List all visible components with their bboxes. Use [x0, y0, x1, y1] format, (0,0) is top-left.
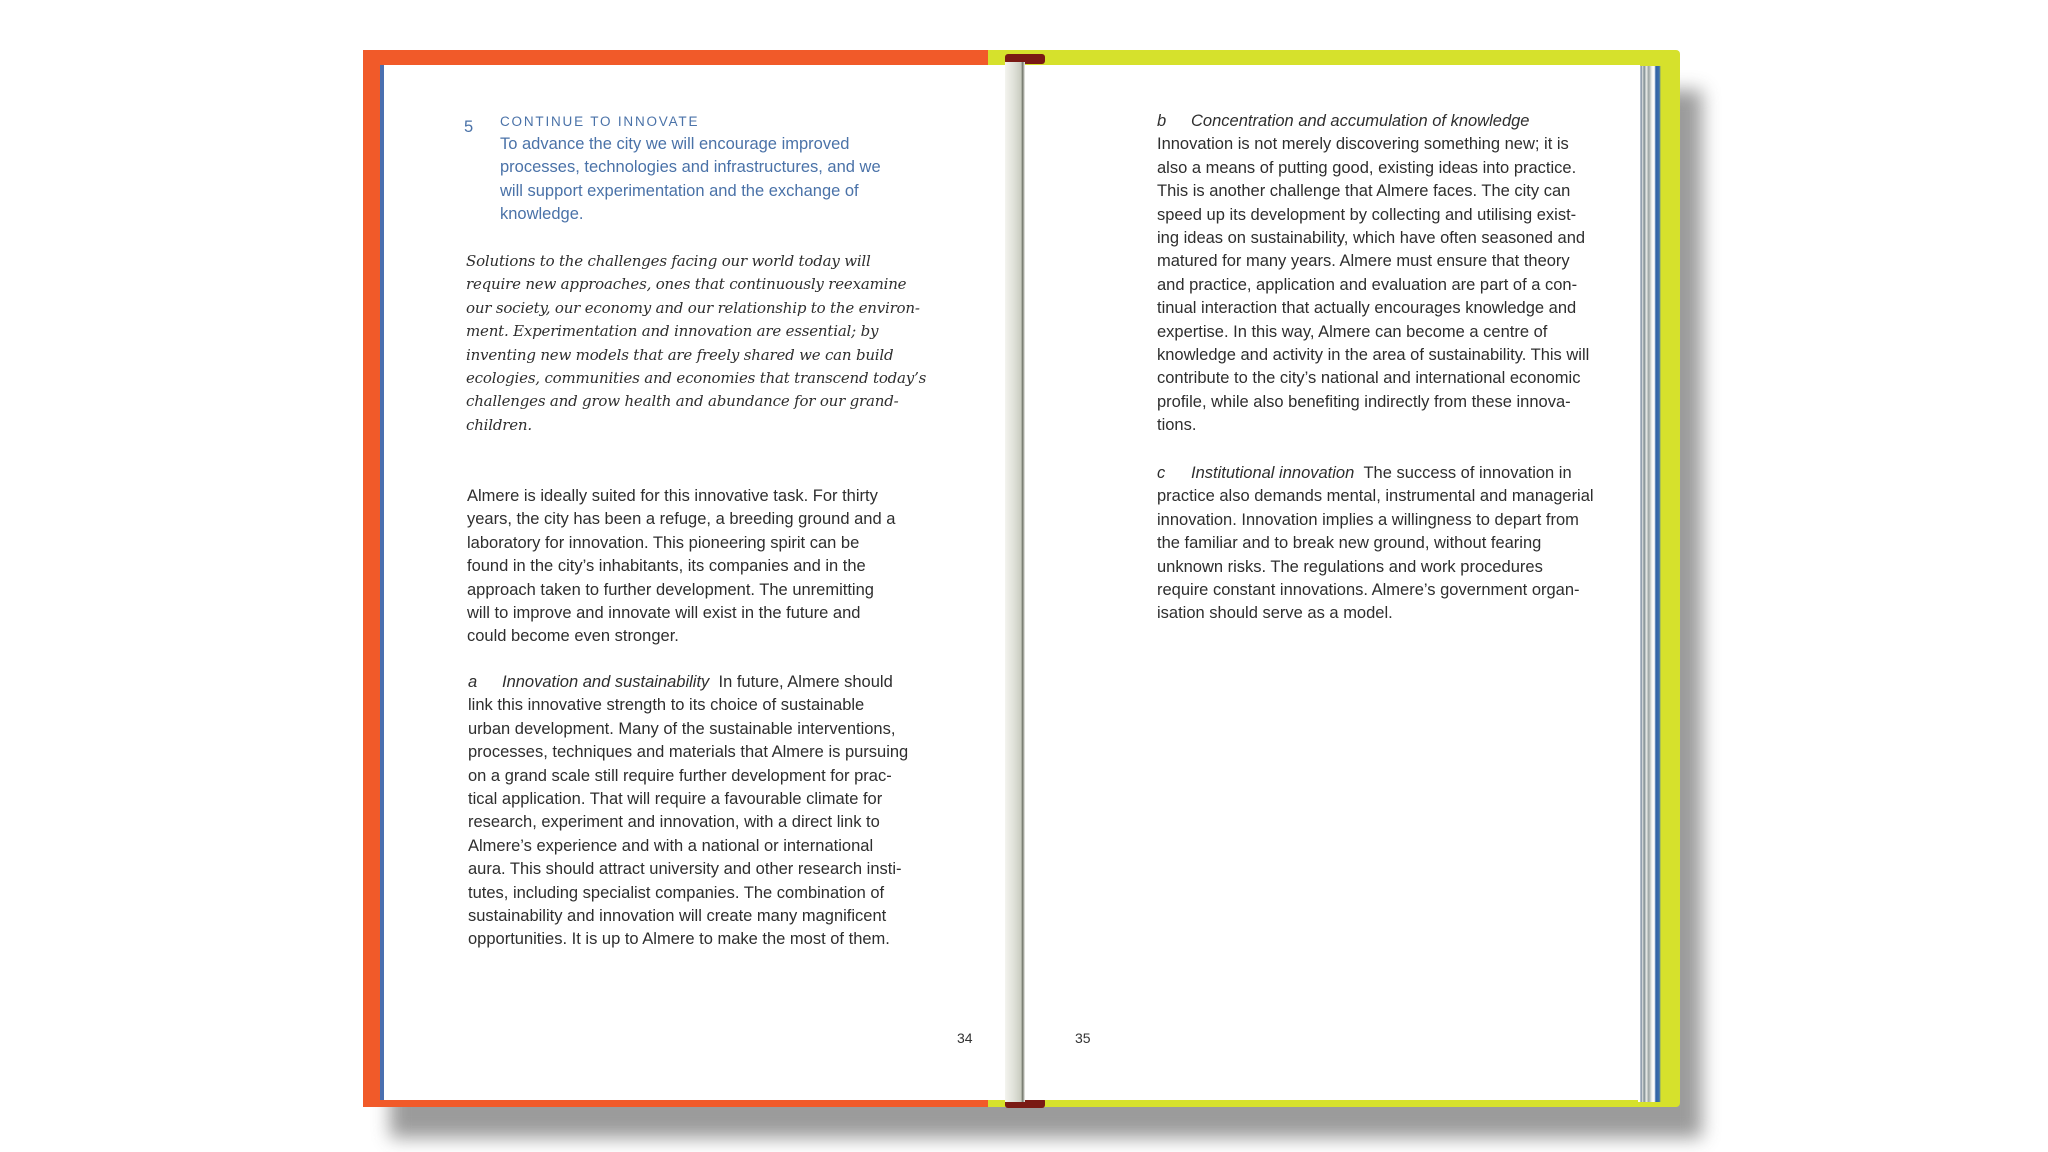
text-line: profile, while also benefiting indirectly from these innova- — [1157, 392, 1571, 411]
body-paragraph — [467, 485, 895, 649]
text-line: matured for many years. Almere must ensure that theory — [1157, 252, 1570, 271]
text-line: tical application. That will require a favourable climate for — [468, 790, 883, 809]
text-line: practice also demands mental, instrumental and managerial — [1157, 487, 1594, 506]
text-line: years, the city has been a refuge, a breeding ground and a — [467, 510, 896, 529]
page-number-right: 35 — [1075, 1030, 1091, 1046]
text-line: tions. — [1157, 416, 1197, 435]
text-line: also a means of putting good, existing ideas into practice. — [1157, 158, 1577, 177]
text-line: children. — [466, 415, 532, 434]
text-line: approach taken to further development. The unremitting — [467, 580, 874, 599]
text-line: and practice, application and evaluation are part of a con- — [1157, 275, 1578, 294]
subsection-letter: c — [1157, 464, 1166, 482]
text-line: Almere is ideally suited for this innovative task. For thirty — [467, 487, 878, 505]
section-lead — [500, 133, 881, 227]
subsection-c — [1157, 462, 1594, 626]
text-line: isation should serve as a model. — [1157, 604, 1393, 623]
text-line: ecologies, communities and economies that transcend today’s — [466, 369, 927, 388]
text-line: our society, our economy and our relationship to the environ- — [466, 298, 920, 317]
text-line: will to improve and innovate will exist in the future and — [467, 604, 861, 623]
page-number-left: 34 — [957, 1030, 973, 1046]
intro-italic-paragraph — [466, 250, 926, 437]
subsection-title: Institutional innovation — [1191, 464, 1355, 482]
text-line: found in the city’s inhabitants, its companies and in the — [467, 557, 866, 576]
text-line: This is another challenge that Almere faces. The city can — [1157, 182, 1571, 201]
lead-line: knowledge. — [500, 205, 584, 224]
lead-line: To advance the city we will encourage improved — [500, 135, 850, 153]
subsection-title: Concentration and accumulation of knowledge — [1191, 112, 1530, 130]
book-gutter — [1005, 62, 1025, 1102]
text-line: tutes, including specialist companies. The combination of — [468, 883, 885, 902]
text-line: unknown risks. The regulations and work procedures — [1157, 557, 1543, 576]
text-line: Almere’s experience and with a national or international — [468, 836, 874, 855]
text-line: could become even stronger. — [467, 627, 679, 646]
text-line: speed up its development by collecting and utilising exist- — [1157, 205, 1577, 224]
text-line: Innovation is not merely discovering something new; it is — [1157, 135, 1569, 154]
section-heading: CONTINUE TO INNOVATE — [500, 114, 700, 129]
text-line: opportunities. It is up to Almere to make the most of them. — [468, 930, 890, 949]
text-line: ing ideas on sustainability, which have often seasoned and — [1157, 229, 1586, 248]
page-edges — [1638, 66, 1666, 1102]
subsection-b-heading — [1157, 110, 1589, 133]
text-line: link this innovative strength to its choice of sustainable — [468, 696, 865, 715]
subsection-c-first-line — [1157, 462, 1594, 485]
text-line: research, experiment and innovation, with a direct link to — [468, 813, 880, 832]
section-number: 5 — [464, 118, 474, 136]
text-line: urban development. Many of the sustainable interventions, — [468, 719, 896, 738]
text-line: sustainability and innovation will create many magnificent — [468, 907, 887, 926]
lead-line: processes, technologies and infrastructures, and we — [500, 158, 881, 177]
text-line: processes, techniques and materials that Almere is pursuing — [468, 743, 909, 762]
subsection-a — [468, 671, 908, 952]
subsection-letter: a — [468, 673, 478, 691]
text-line: innovation. Innovation implies a willingness to depart from — [1157, 510, 1579, 529]
text-run: In future, Almere should — [718, 673, 893, 691]
text-run: The success of innovation in — [1363, 464, 1572, 482]
text-line: knowledge and activity in the area of sustainability. This will — [1157, 346, 1590, 365]
text-line: require constant innovations. Almere’s government organ- — [1157, 581, 1580, 600]
text-line: inventing new models that are freely shared we can build — [466, 345, 894, 364]
subsection-a-first-line — [468, 671, 908, 694]
text-line: laboratory for innovation. This pioneering spirit can be — [467, 533, 860, 552]
text-line: on a grand scale still require further development for prac- — [468, 766, 892, 785]
text-line: Solutions to the challenges facing our world today will — [466, 252, 871, 270]
text-line: contribute to the city’s national and international economic — [1157, 369, 1581, 388]
text-line: aura. This should attract university and other research insti- — [468, 860, 902, 879]
subsection-letter: b — [1157, 112, 1167, 130]
lead-line: will support experimentation and the exchange of — [500, 181, 859, 200]
subsection-title: Innovation and sustainability — [502, 673, 710, 691]
text-line: challenges and grow health and abundance for our grand- — [466, 392, 899, 411]
text-line: the familiar and to break new ground, without fearing — [1157, 534, 1542, 553]
text-line: expertise. In this way, Almere can become a centre of — [1157, 322, 1548, 341]
text-line: tinual interaction that actually encourages knowledge and — [1157, 299, 1577, 318]
text-line: require new approaches, ones that continuously reexamine — [466, 275, 907, 294]
text-line: ment. Experimentation and innovation are essential; by — [466, 322, 879, 341]
subsection-b — [1157, 110, 1589, 438]
